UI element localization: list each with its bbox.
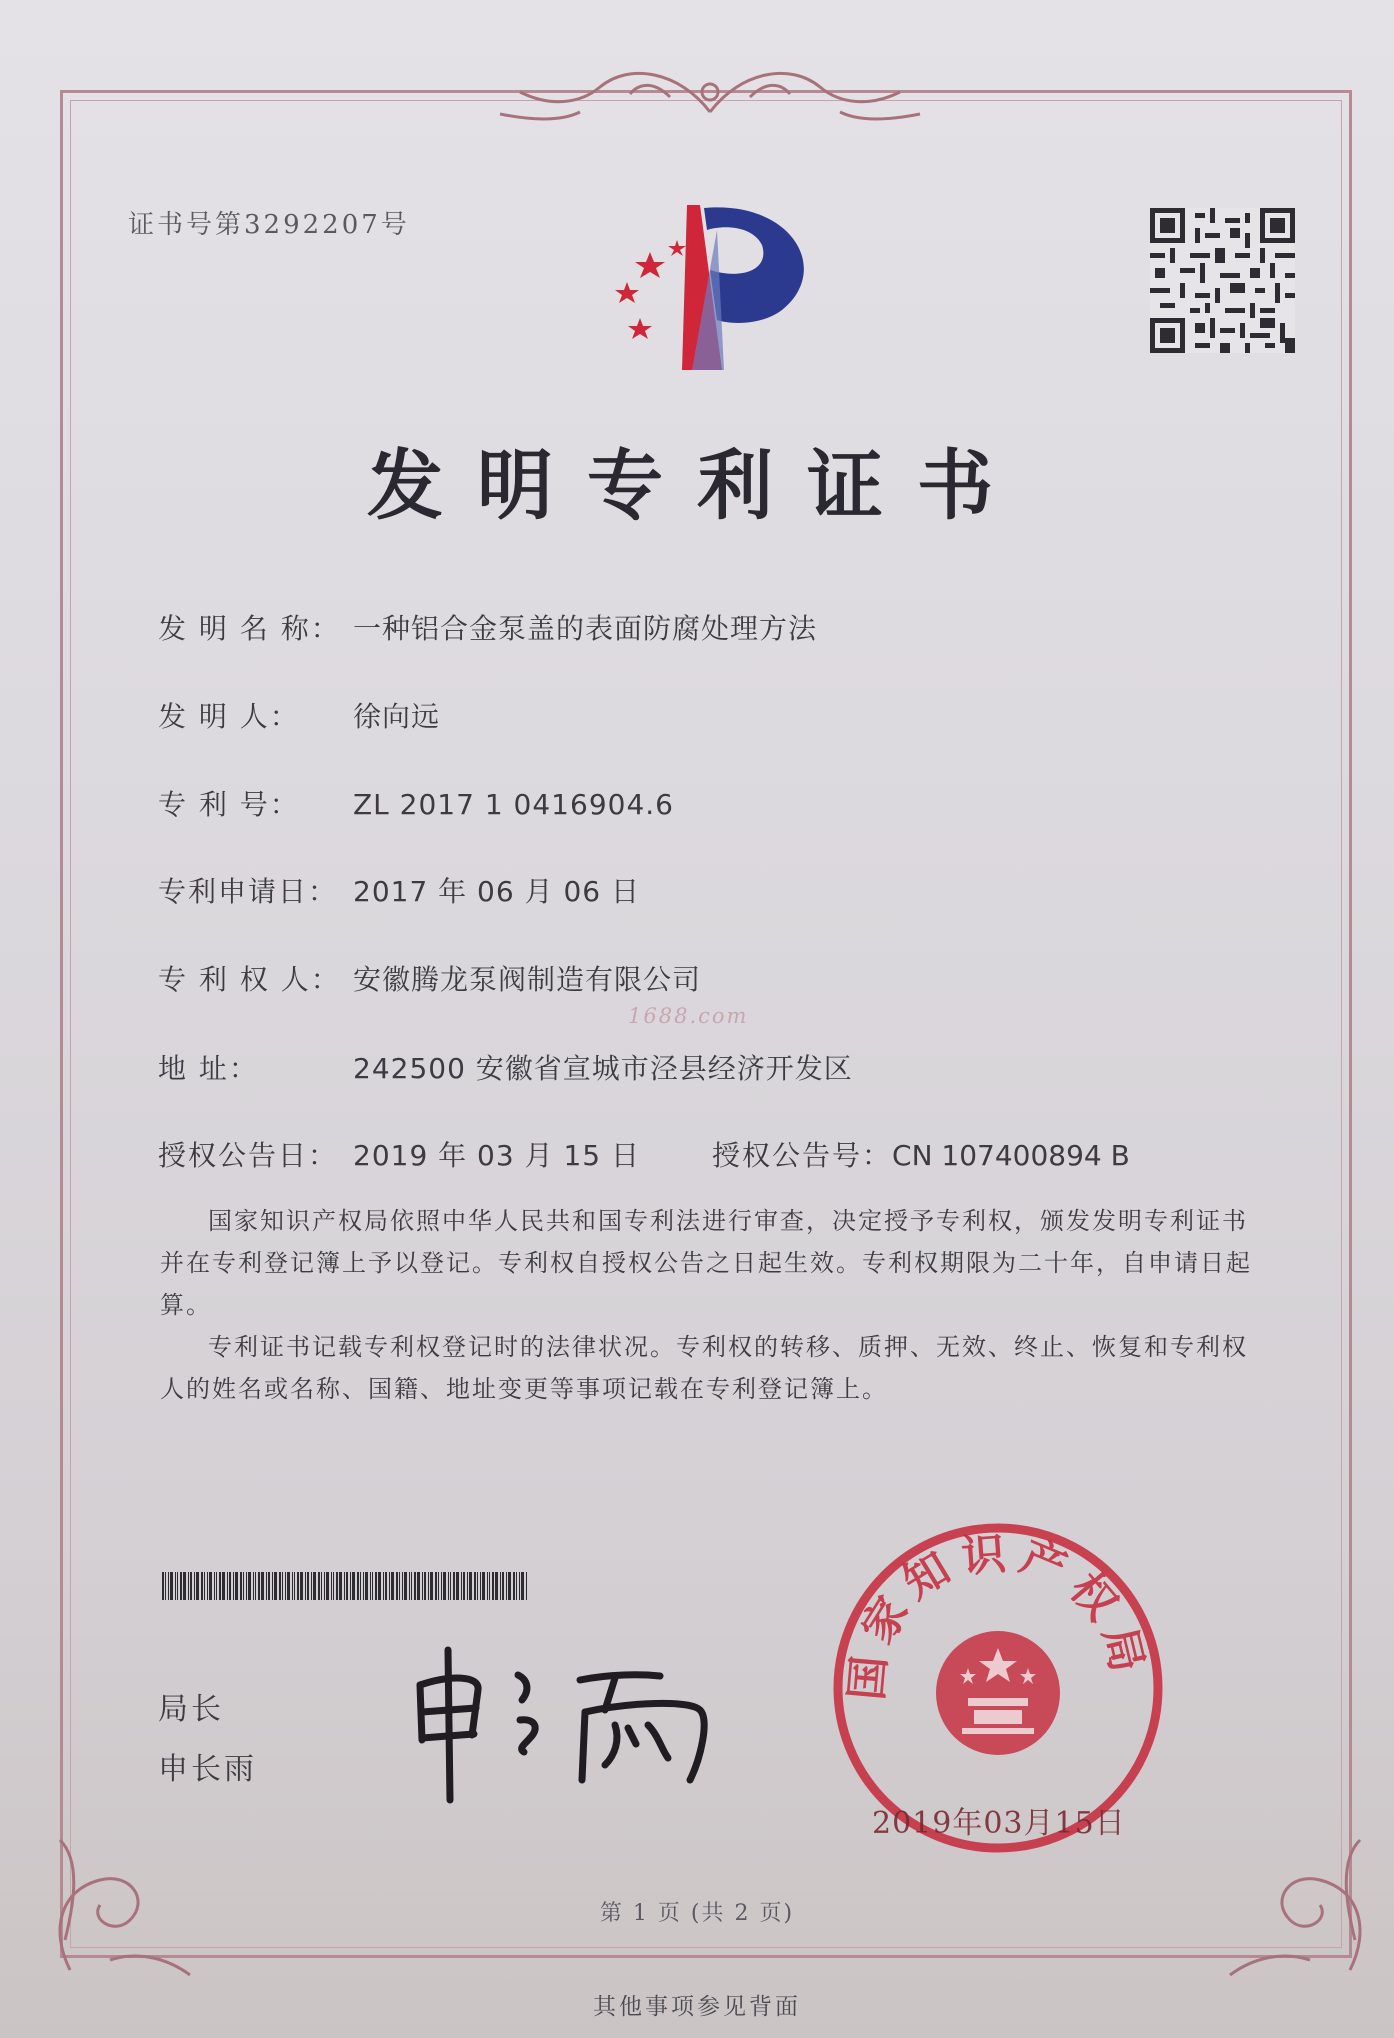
back-note: 其他事项参见背面 <box>593 1994 801 2020</box>
inventor-value: 徐向远 <box>353 700 441 733</box>
address-label: 地 址： <box>158 1052 259 1085</box>
invention-name-label: 发 明 名 称： <box>158 612 341 645</box>
statement-paragraph-2: 专利证书记载专利权登记时的法律状况。专利权的转移、质押、无效、终止、恢复和专利权人的姓名或名称、国籍、地址变更等事项记载在专利登记簿上。 <box>160 1333 1248 1403</box>
grant-date-value: 2019 年 03 月 15 日 <box>353 1139 641 1172</box>
certificate-title: 发明专利证书 <box>367 441 1027 530</box>
patent-office-logo-icon <box>592 200 832 375</box>
field-grant-no <box>712 1134 1130 1174</box>
patent-no-label: 专 利 号： <box>158 788 300 821</box>
statement-paragraph-1: 国家知识产权局依照中华人民共和国专利法进行审查，决定授予专利权，颁发发明专利证书并在专利登记簿上予以登记。专利权自授权公告之日起生效。专利权期限为二十年，自申请日起算。 <box>160 1207 1252 1319</box>
director-name: 申长雨 <box>158 1752 257 1787</box>
signature-icon <box>400 1640 730 1810</box>
address-value: 242500 安徽省宣城市泾县经济开发区 <box>353 1052 853 1085</box>
grant-date-label: 授权公告日： <box>158 1139 339 1172</box>
field-grant-date <box>158 1134 640 1174</box>
seal-date: 2019年03月15日 <box>872 1806 1126 1841</box>
filing-date-value: 2017 年 06 月 06 日 <box>353 875 641 908</box>
field-invention-name <box>158 607 817 647</box>
filing-date-label: 专利申请日： <box>158 875 339 908</box>
director-title: 局长 <box>158 1692 224 1727</box>
invention-name-value: 一种铝合金泵盖的表面防腐处理方法 <box>353 612 818 645</box>
top-ornament <box>490 52 930 132</box>
inventor-label: 发 明 人： <box>158 700 300 733</box>
field-patent-no <box>158 783 674 823</box>
certificate-number: 证书号第3292207号 <box>128 210 410 240</box>
page-number: 第 1 页 (共 2 页) <box>599 1901 795 1926</box>
barcode-icon <box>162 1572 532 1600</box>
field-patentee <box>158 958 701 998</box>
bottom-right-ornament <box>1220 1800 1380 1980</box>
patent-no-value: ZL 2017 1 0416904.6 <box>353 788 674 821</box>
qr-code-icon <box>1150 208 1295 353</box>
patentee-value: 安徽腾龙泵阀制造有限公司 <box>353 963 702 996</box>
grant-no-value: CN 107400894 B <box>892 1139 1130 1172</box>
watermark: 1688.com <box>628 1004 749 1028</box>
grant-no-label: 授权公告号： <box>712 1139 893 1172</box>
patentee-label: 专 利 权 人： <box>158 963 341 996</box>
field-inventor <box>158 695 440 735</box>
field-address <box>158 1047 853 1087</box>
field-filing-date <box>158 870 640 910</box>
seal-text: 国家知识产权局 <box>841 1527 1156 1703</box>
bottom-left-ornament <box>40 1800 200 1980</box>
